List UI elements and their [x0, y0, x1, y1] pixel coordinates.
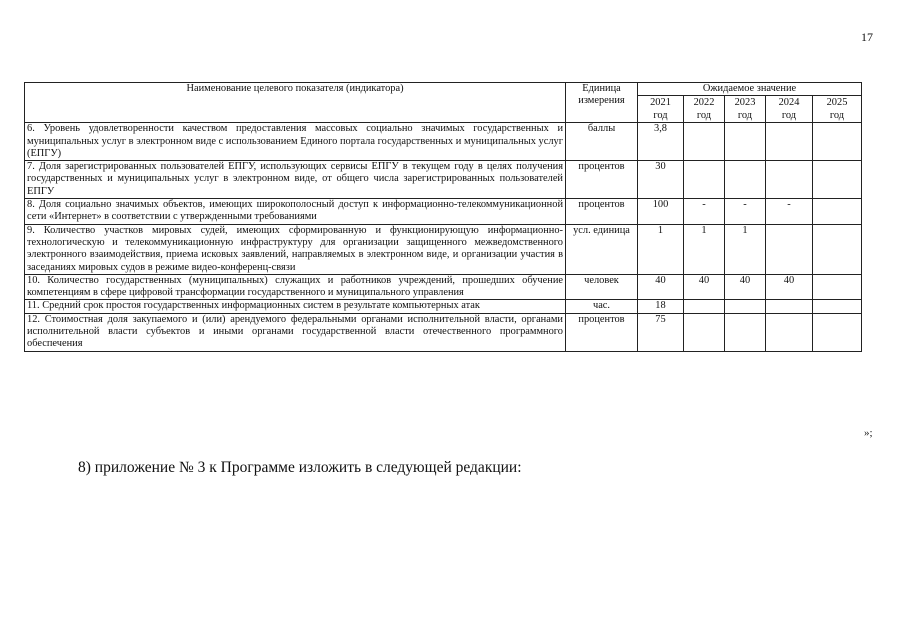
value-cell: [813, 123, 862, 161]
value-cell: [684, 123, 725, 161]
year-header: [638, 96, 684, 123]
value-cell: 40: [684, 274, 725, 300]
unit-cell: процентов: [566, 199, 638, 225]
table-header-row: [25, 83, 862, 96]
value-cell: [725, 123, 766, 161]
value-cell: [766, 313, 813, 351]
year-word: год: [781, 110, 797, 122]
unit-header: [566, 83, 638, 123]
year-header: [684, 96, 725, 123]
value-cell: [766, 224, 813, 274]
year-header: [813, 96, 862, 123]
value-cell: 75: [638, 313, 684, 351]
year-header: [725, 96, 766, 123]
value-cell: -: [684, 199, 725, 225]
value-cell: -: [766, 199, 813, 225]
table-row: [25, 313, 862, 351]
value-cell: [813, 313, 862, 351]
value-cell: 3,8: [638, 123, 684, 161]
page-number: 17: [861, 30, 873, 44]
value-cell: 40: [766, 274, 813, 300]
unit-header-line2: измерения: [578, 95, 625, 107]
indicator-name-cell: 11. Средний срок простоя государственных информационных систем в результате компьютерных атак: [25, 300, 566, 313]
indicator-name-cell: 8. Доля социально значимых объектов, имеющих широкополосный доступ к информационно-телекоммуникационной сети «Интернет» в соответствии с утвержденными требованиями: [25, 199, 566, 225]
body-paragraph: 8) приложение № 3 к Программе изложить в следующей редакции:: [78, 459, 522, 476]
indicator-name-cell: 10. Количество государственных (муниципальных) служащих и работников учреждений, прошедших обучение компетенциям в сфере цифровой трансформации государственного и муниципального управления: [25, 274, 566, 300]
table-row: [25, 274, 862, 300]
unit-header-line1: Единица: [582, 83, 621, 94]
unit-cell: час.: [566, 300, 638, 313]
value-cell: 30: [638, 161, 684, 199]
indicator-name-cell: 7. Доля зарегистрированных пользователей ЕПГУ, использующих сервисы ЕПГУ в текущем году в целях получения государственных и муниципальных услуг в электронном виде, от общего числа зарегистрированных пользователей ЕПГУ: [25, 161, 566, 199]
value-cell: 40: [725, 274, 766, 300]
closing-quote: »;: [864, 427, 873, 439]
table-row: [25, 123, 862, 161]
unit-cell: процентов: [566, 161, 638, 199]
value-cell: [813, 224, 862, 274]
year-number: 2024: [778, 97, 800, 109]
year-word: год: [696, 110, 712, 122]
value-cell: [766, 161, 813, 199]
value-cell: [725, 300, 766, 313]
unit-cell: человек: [566, 274, 638, 300]
value-cell: [684, 161, 725, 199]
year-word: год: [653, 110, 668, 122]
value-cell: [813, 274, 862, 300]
table-row: [25, 224, 862, 274]
value-cell: [684, 313, 725, 351]
value-cell: [684, 300, 725, 313]
value-cell: [725, 161, 766, 199]
value-cell: [813, 161, 862, 199]
value-cell: 1: [684, 224, 725, 274]
table-row: [25, 300, 862, 313]
year-number: 2025: [826, 97, 848, 109]
year-number: 2021: [650, 97, 671, 109]
value-cell: [813, 199, 862, 225]
value-cell: -: [725, 199, 766, 225]
year-word: год: [829, 110, 845, 122]
year-number: 2023: [734, 97, 756, 109]
table-row: [25, 199, 862, 225]
indicator-name-cell: 12. Стоимостная доля закупаемого и (или) арендуемого федеральными органами исполнительной власти, органами исполнительной власти субъектов и иными органами государственной власти отечественного программного обеспечения: [25, 313, 566, 351]
value-cell: [813, 300, 862, 313]
expected-value-header: Ожидаемое значение: [638, 83, 862, 96]
unit-cell: баллы: [566, 123, 638, 161]
value-cell: 1: [638, 224, 684, 274]
value-cell: 1: [725, 224, 766, 274]
year-word: год: [737, 110, 753, 122]
indicator-name-cell: 9. Количество участков мировых судей, имеющих сформированную и функционирующую информационно-технологическую и телекоммуникационную инфраструктуру для организации защищенного межведомственного электронного взаимодействия, приема исковых заявлений, направляемых в электронном виде, и организации участия в заседаниях мировых судов в режиме видео-конференц-связи: [25, 224, 566, 274]
indicator-name-cell: 6. Уровень удовлетворенности качеством предоставления массовых социально значимых государственных и муниципальных услуг в электронном виде с использованием Единого портала государственных и муниципальных услуг (ЕПГУ): [25, 123, 566, 161]
value-cell: 18: [638, 300, 684, 313]
value-cell: 40: [638, 274, 684, 300]
value-cell: [766, 300, 813, 313]
unit-cell: процентов: [566, 313, 638, 351]
indicators-table: [24, 82, 862, 352]
indicator-name-header: Наименование целевого показателя (индикатора): [25, 83, 566, 123]
table-row: [25, 161, 862, 199]
value-cell: 100: [638, 199, 684, 225]
year-header: [766, 96, 813, 123]
unit-cell: усл. единица: [566, 224, 638, 274]
value-cell: [725, 313, 766, 351]
year-number: 2022: [693, 97, 715, 109]
value-cell: [766, 123, 813, 161]
